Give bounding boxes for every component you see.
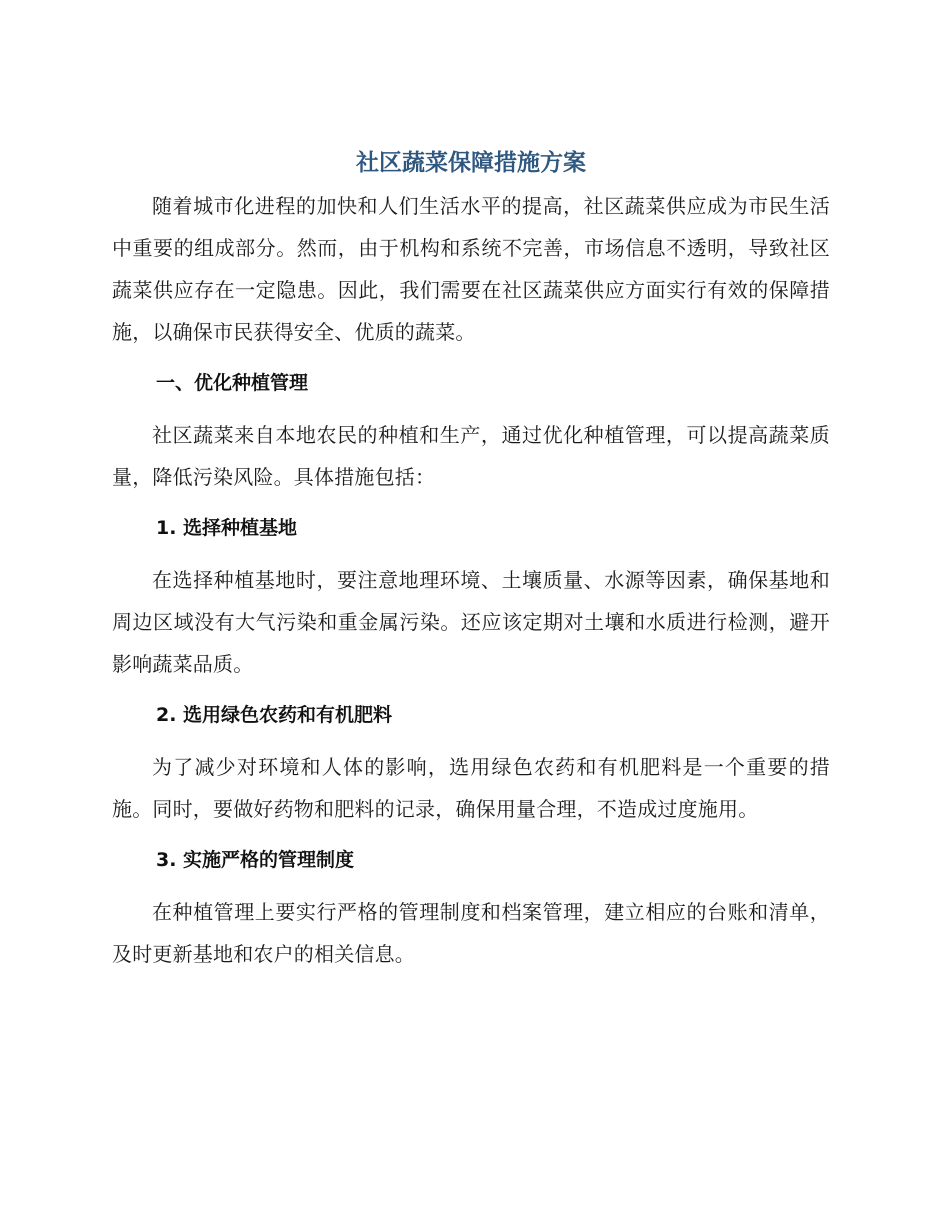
spacer bbox=[112, 549, 830, 559]
item-heading-1: 1. 选择种植基地 bbox=[156, 517, 298, 539]
item-paragraph-3: 在种植管理上要实行严格的管理制度和档案管理，建立相应的台账和清单，及时更新基地和农户的相关信息。 bbox=[112, 900, 830, 966]
spacer bbox=[112, 498, 830, 507]
section-heading-1: 一、优化种植管理 bbox=[156, 372, 309, 394]
item-heading-2: 2. 选用绿色农药和有机肥料 bbox=[156, 704, 393, 726]
item-heading-3: 3. 实施严格的管理制度 bbox=[156, 849, 355, 871]
intro-paragraph: 随着城市化进程的加快和人们生活水平的提高，社区蔬菜供应成为市民生活中重要的组成部分。然而，由于机构和系统不完善，市场信息不透明，导致社区蔬菜供应存在一定隐患。因此，我们需要在社区蔬菜供应方面实行有效的保障措施，以确保市民获得安全、优质的蔬菜。 bbox=[112, 194, 830, 344]
spacer bbox=[112, 881, 830, 891]
spacer bbox=[112, 736, 830, 746]
item-paragraph-1: 在选择种植基地时，要注意地理环境、土壤质量、水源等因素，确保基地和周边区域没有大气污染和重金属污染。还应该定期对土壤和水质进行检测，避开影响蔬菜品质。 bbox=[112, 568, 830, 676]
spacer bbox=[112, 685, 830, 694]
spacer bbox=[112, 404, 830, 414]
document-page bbox=[112, 145, 830, 975]
section-paragraph-1: 社区蔬菜来自本地农民的种植和生产，通过优化种植管理，可以提高蔬菜质量，降低污染风险。具体措施包括： bbox=[112, 423, 830, 489]
spacer bbox=[112, 353, 830, 362]
spacer bbox=[112, 830, 830, 839]
item-paragraph-2: 为了减少对环境和人体的影响，选用绿色农药和有机肥料是一个重要的措施。同时，要做好药物和肥料的记录，确保用量合理，不造成过度施用。 bbox=[112, 755, 830, 821]
document-title: 社区蔬菜保障措施方案 bbox=[356, 150, 586, 176]
